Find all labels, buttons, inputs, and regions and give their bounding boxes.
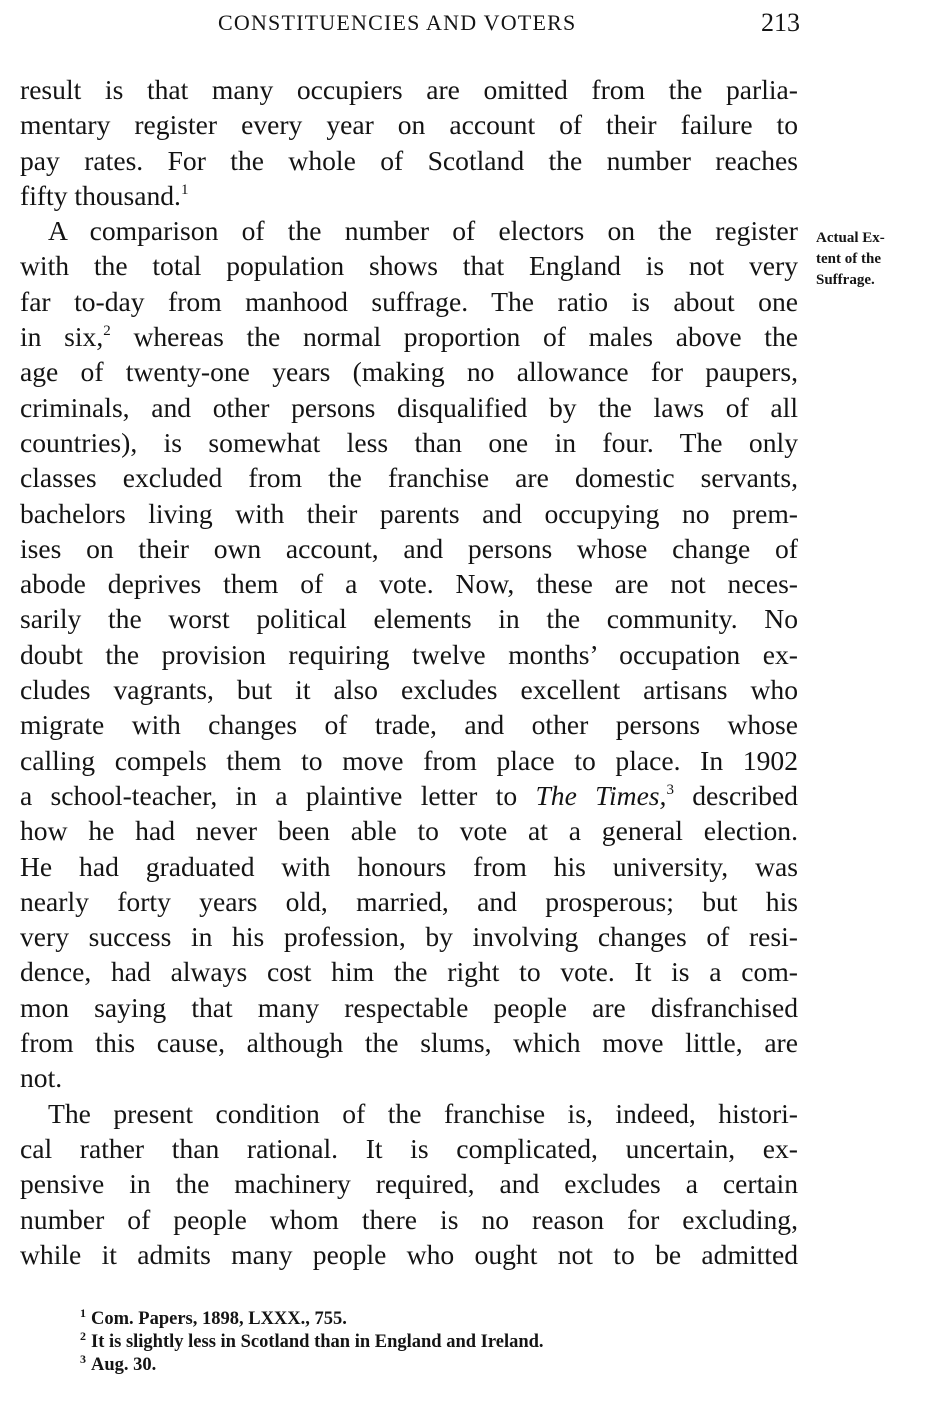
margin-note-line: Actual Ex- (816, 230, 885, 246)
footnote-ref: 2 (103, 323, 111, 340)
margin-note-line: Suffrage. (816, 272, 875, 288)
text-line: with the total population shows that England is not very (20, 250, 798, 282)
text-line: bachelors living with their parents and occupying no prem- (20, 497, 798, 529)
text-line: classes excluded from the franchise are domestic servants, (20, 462, 798, 494)
footnote-mark: 2 (80, 1329, 86, 1343)
text-line: cal rather than rational. It is complicated, uncertain, ex- (20, 1132, 798, 1164)
text-line: doubt the provision requiring twelve months’ occupation ex- (20, 638, 798, 670)
footnote (80, 1331, 800, 1354)
footnote (80, 1354, 800, 1377)
text-line: how he had never been able to vote at a general election. (20, 815, 798, 847)
text-line: number of people whom there is no reason for excluding, (20, 1203, 798, 1235)
margin-note (816, 228, 934, 291)
footnotes (80, 1308, 800, 1377)
text-line: migrate with changes of trade, and other persons whose (20, 709, 798, 741)
text-line: countries), is somewhat less than one in four. The only (20, 426, 798, 458)
footnote-ref: 3 (666, 781, 674, 798)
text-line: pay rates. For the whole of Scotland the number reaches (20, 144, 798, 176)
text-line: sarily the worst political elements in the community. No (20, 603, 798, 635)
text-line: cludes vagrants, but it also excludes excellent artisans who (20, 674, 798, 706)
footnote-mark: 1 (80, 1306, 86, 1320)
text-line: dence, had always cost him the right to vote. It is a com- (20, 956, 798, 988)
text-line: very success in his profession, by involving changes of resi- (20, 921, 798, 953)
page-header (20, 8, 800, 44)
text-line: from this cause, although the slums, which move little, are (20, 1027, 798, 1059)
text-line: abode deprives them of a vote. Now, these are not neces- (20, 568, 798, 600)
italic-title: The Times, (535, 779, 667, 811)
footnote-text: Aug. 30. (91, 1355, 157, 1375)
text-line: pensive in the machinery required, and excludes a certain (20, 1168, 798, 1200)
footnote-mark: 3 (80, 1352, 86, 1366)
text-line: age of twenty-one years (making no allowance for paupers, (20, 356, 798, 388)
running-title: CONSTITUENCIES AND VOTERS (218, 10, 577, 35)
text-line: mon saying that many respectable people are disfranchised (20, 991, 798, 1023)
footnote (80, 1308, 800, 1331)
page-number: 213 (761, 8, 800, 37)
text-line: while it admits many people who ought not to be admitted (20, 1238, 798, 1270)
text-line: ises on their own account, and persons whose change of (20, 532, 798, 564)
text-line: calling compels them to move from place to place. In 1902 (20, 744, 798, 776)
text-line: criminals, and other persons disqualified by the laws of all (20, 391, 798, 423)
text-line: a school-teacher, in a plaintive letter to The Times,$^3$ described (20, 779, 798, 811)
footnote-text: Com. Papers, 1898, LXXX., 755. (91, 1309, 347, 1329)
text-line: nearly forty years old, married, and prosperous; but his (20, 885, 798, 917)
body-text (20, 72, 798, 1272)
text-line: in six,$^2$ whereas the normal proportion of males above the (20, 321, 798, 353)
footnote-text: It is slightly less in Scotland than in England and Ireland. (91, 1332, 544, 1352)
text-line: He had graduated with honours from his university, was (20, 850, 798, 882)
text-line: not. (20, 1062, 63, 1094)
footnote-ref: 1 (180, 181, 189, 198)
text-line: result is that many occupiers are omitted from the parlia- (20, 74, 798, 105)
margin-note-line: tent of the (816, 251, 881, 267)
text-line: mentary register every year on account of their failure to (20, 109, 798, 141)
text-line: far to-day from manhood suffrage. The ratio is about one (20, 285, 798, 317)
text-line: fifty thousand.$^1$ (20, 179, 189, 211)
text-line: The present condition of the franchise is, indeed, histori- (48, 1097, 798, 1129)
text-line: A comparison of the number of electors on the register (48, 215, 798, 247)
